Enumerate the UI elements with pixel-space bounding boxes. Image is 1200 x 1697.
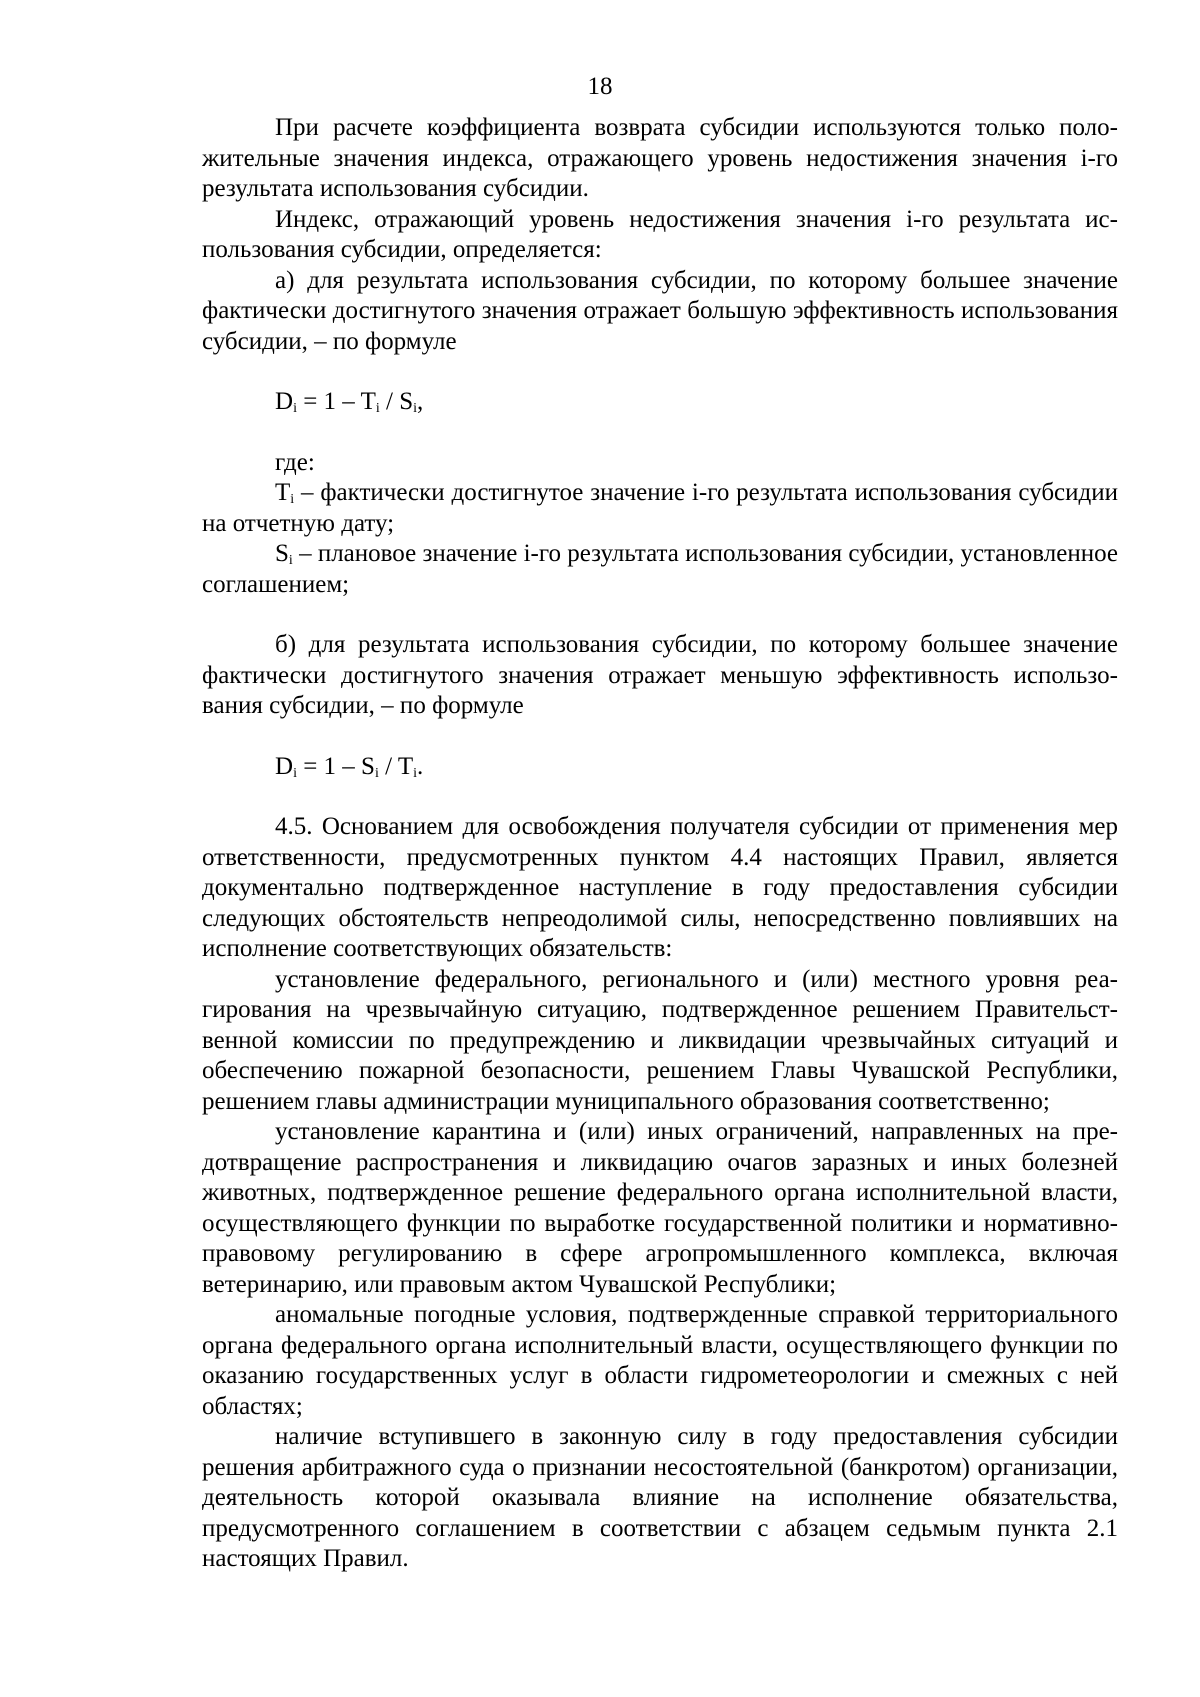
formula-a: $D_i = 1 - T_i / S_i$, [275, 388, 424, 416]
paragraph-weather: аномальные погодные условия, подтвержденные справкой территориального органа федерального органа исполнительный власти, осуществляющего функции по оказанию государственных услуг в области гидрометеорологии и смежных с ней областях; [202, 1301, 1118, 1420]
document-body [202, 113, 1118, 1575]
definition-si: $S_i$ – плановое значение i-го результата использования субсидии, установленное соглашением; [202, 540, 1118, 598]
paragraph-index-intro: Индекс, отражающий уровень недостижения значения i-го результата использования субсидии, определяется: [202, 205, 1118, 263]
paragraph-case-a: а) для результата использования субсидии, по которому большее значение фактически достигнутого значения отражает большую эффективность использования субсидии, – по формуле [202, 266, 1118, 355]
paragraph-4-5: 4.5. Основанием для освобождения получателя субсидии от применения мер ответственности, предусмотренных пунктом 4.4 настоящих Правил, является документально подтвержденное наступление в году предоставления субсидии следующих обстоятельств непреодолимой силы, непосредственно повлиявших на исполнение соответствующих обязательств: [202, 813, 1118, 962]
paragraph-bankruptcy: наличие вступившего в законную силу в году предоставления субсидии решения арбитражного суда о признании несостоятельной (банкротом) организации, деятельность которой оказывала влияние на исполнение обязательства, предусмотренного соглашением в соответствии с абзацем седьмым пункта 2.1 настоящих Правил. [202, 1423, 1118, 1572]
formula-b: $D_i = 1 - S_i / T_i$. [275, 752, 424, 781]
page-number: 18 [587, 73, 613, 100]
paragraph-case-b: б) для результата использования субсидии, по которому большее значение фактически достигнутого значения отражает меньшую эффективность использования субсидии, – по формуле [202, 631, 1118, 719]
paragraph-quarantine: установление карантина и (или) иных ограничений, направленных на предотвращение распространения и ликвидацию очагов заразных и иных болезней животных, подтвержденное решение федерального органа исполнительной власти, осуществляющего функции по выработке государственной политики и нормативно-правовому регулированию в сфере агропромышленного комплекса, включая ветеринарию, или правовым актом Чувашской Республики; [202, 1118, 1118, 1298]
definition-ti: $T_i$ – фактически достигнутое значение i-го результата использования субсидии на отчетную дату; [202, 479, 1118, 537]
where-label: где: [275, 448, 315, 476]
paragraph-coefficient-note: При расчете коэффициента возврата субсидии используются только положительные значения индекса, отражающего уровень недостижения значения i-го результата использования субсидии. [202, 114, 1118, 202]
paragraph-emergency: установление федерального, регионального и (или) местного уровня реагирования на чрезвычайную ситуацию, подтвержденное решением Правительственной комиссии по предупреждению и ликвидации чрезвычайных ситуаций и обеспечению пожарной безопасности, решением Главы Чувашской Республики, решением главы администрации муниципального образования соответственно; [202, 965, 1118, 1115]
